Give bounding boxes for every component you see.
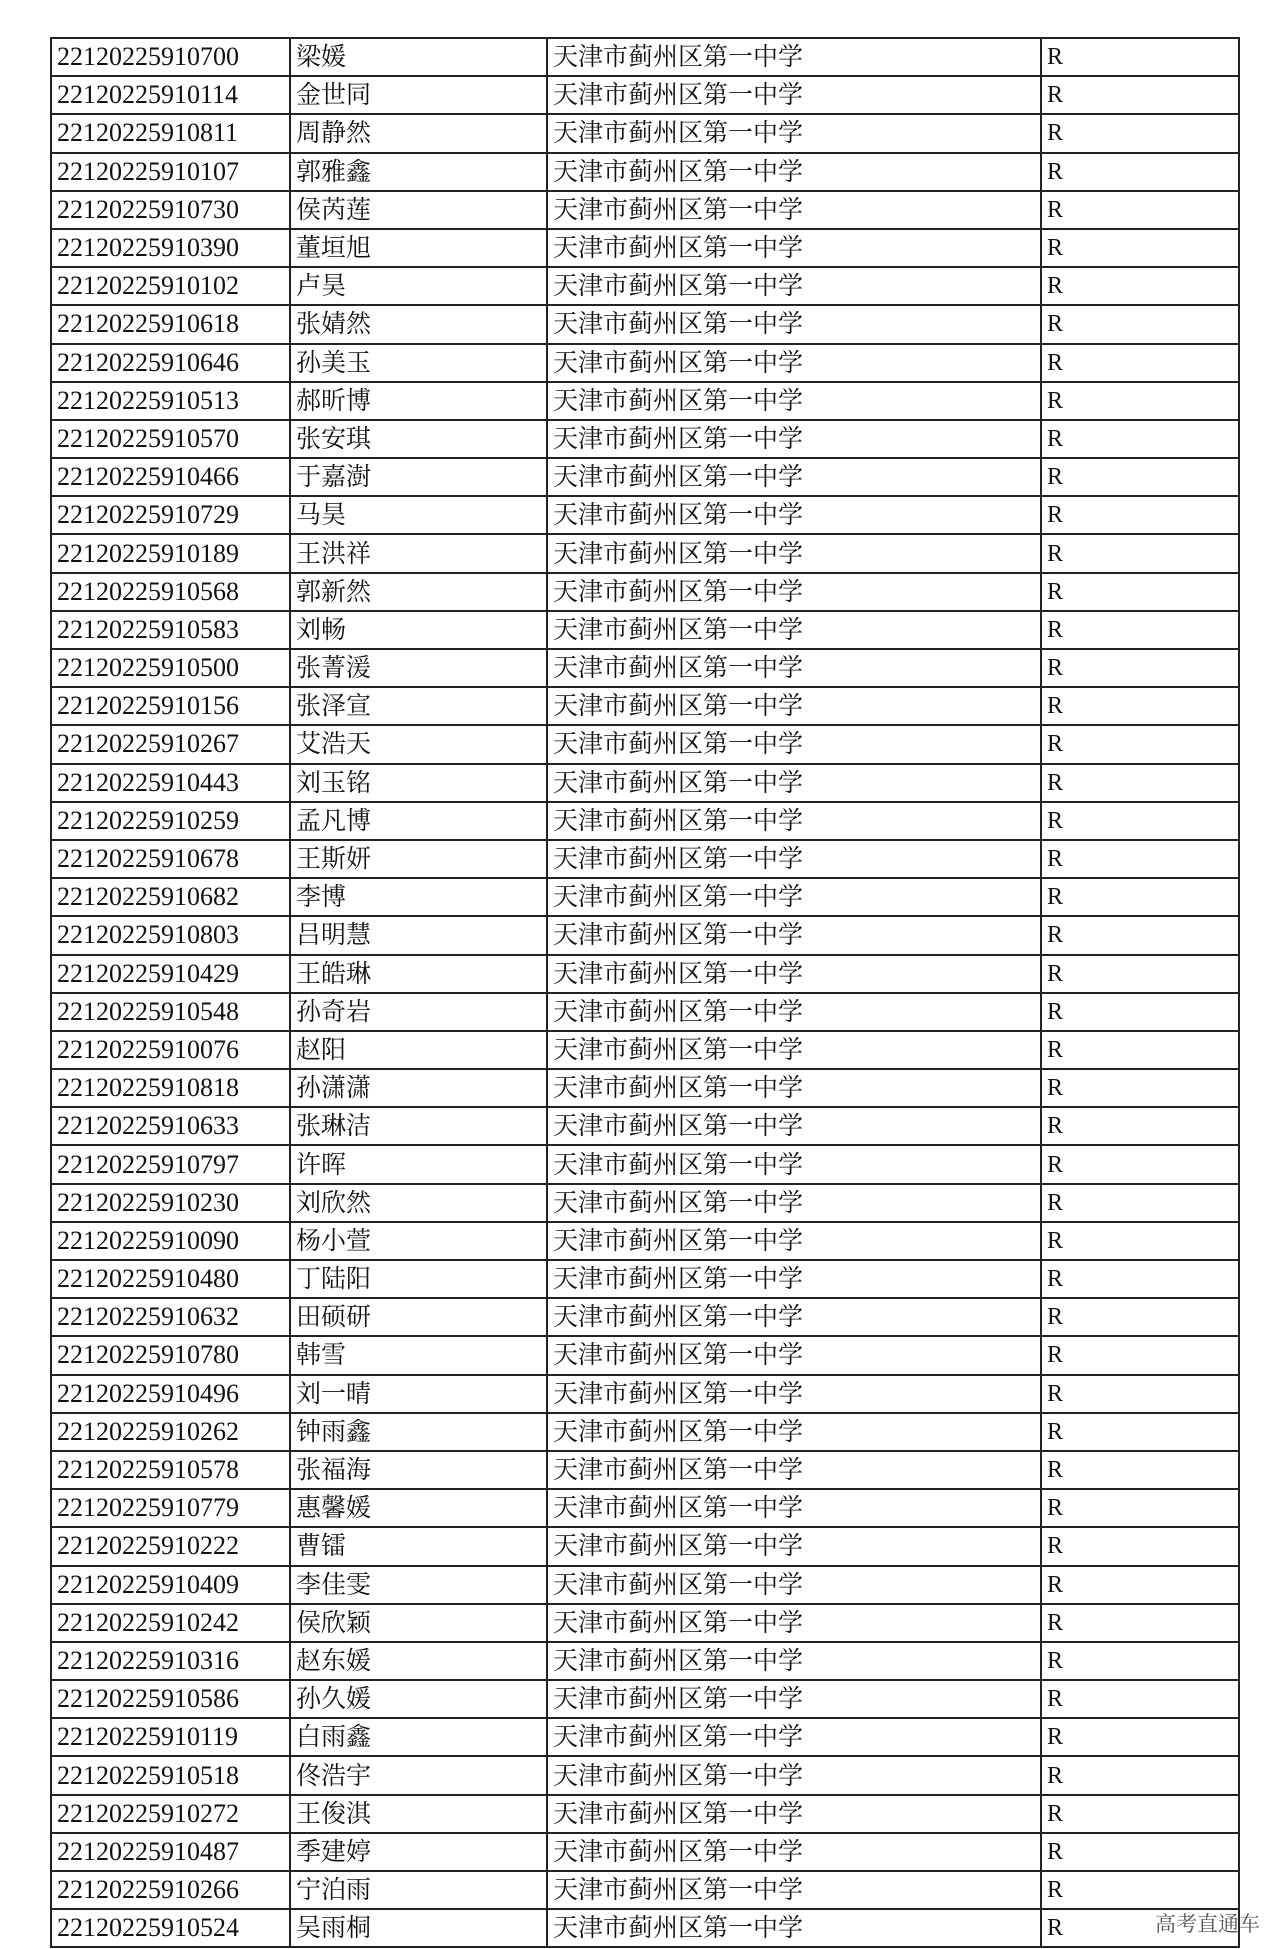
category-code-cell: R [1041, 1031, 1239, 1069]
category-code-cell: R [1041, 305, 1239, 343]
student-id-cell: 22120225910618 [51, 305, 290, 343]
student-id-cell: 22120225910818 [51, 1069, 290, 1107]
student-name-cell: 郭雅鑫 [290, 153, 547, 191]
student-id-cell: 22120225910390 [51, 229, 290, 267]
student-id-cell: 22120225910780 [51, 1336, 290, 1374]
watermark: 高考直通车 [1155, 1912, 1260, 1936]
category-code-cell: R [1041, 1375, 1239, 1413]
table-row [51, 1756, 1239, 1794]
student-name-cell: 王斯妍 [290, 840, 547, 878]
category-code-cell: R [1041, 802, 1239, 840]
school-cell: 天津市蓟州区第一中学 [547, 611, 1041, 649]
school-cell: 天津市蓟州区第一中学 [547, 382, 1041, 420]
student-name-cell: 金世同 [290, 76, 547, 114]
table-row [51, 76, 1239, 114]
table-row [51, 1413, 1239, 1451]
school-cell: 天津市蓟州区第一中学 [547, 344, 1041, 382]
category-code-cell: R [1041, 76, 1239, 114]
school-cell: 天津市蓟州区第一中学 [547, 1604, 1041, 1642]
category-code-cell: R [1041, 1260, 1239, 1298]
school-cell: 天津市蓟州区第一中学 [547, 1871, 1041, 1909]
school-cell: 天津市蓟州区第一中学 [547, 725, 1041, 763]
student-name-cell: 韩雪 [290, 1336, 547, 1374]
category-code-cell: R [1041, 1833, 1239, 1871]
table-row [51, 1718, 1239, 1756]
student-name-cell: 赵阳 [290, 1031, 547, 1069]
student-name-cell: 艾浩天 [290, 725, 547, 763]
student-id-cell: 22120225910646 [51, 344, 290, 382]
student-id-cell: 22120225910578 [51, 1451, 290, 1489]
table-row [51, 1298, 1239, 1336]
category-code-cell: R [1041, 993, 1239, 1031]
student-name-cell: 张菁湲 [290, 649, 547, 687]
school-cell: 天津市蓟州区第一中学 [547, 305, 1041, 343]
category-code-cell: R [1041, 1413, 1239, 1451]
student-id-cell: 22120225910568 [51, 573, 290, 611]
student-id-cell: 22120225910586 [51, 1680, 290, 1718]
student-name-cell: 佟浩宇 [290, 1756, 547, 1794]
student-name-cell: 周静然 [290, 114, 547, 152]
school-cell: 天津市蓟州区第一中学 [547, 993, 1041, 1031]
category-code-cell: R [1041, 1566, 1239, 1604]
table-row [51, 725, 1239, 763]
table-row [51, 1642, 1239, 1680]
student-id-cell: 22120225910114 [51, 76, 290, 114]
table-row [51, 611, 1239, 649]
category-code-cell: R [1041, 1451, 1239, 1489]
school-cell: 天津市蓟州区第一中学 [547, 1833, 1041, 1871]
school-cell: 天津市蓟州区第一中学 [547, 1260, 1041, 1298]
category-code-cell: R [1041, 496, 1239, 534]
student-name-cell: 张泽宣 [290, 687, 547, 725]
table-row [51, 420, 1239, 458]
student-name-cell: 曹镭 [290, 1527, 547, 1565]
student-id-cell: 22120225910678 [51, 840, 290, 878]
school-cell: 天津市蓟州区第一中学 [547, 687, 1041, 725]
school-cell: 天津市蓟州区第一中学 [547, 267, 1041, 305]
school-cell: 天津市蓟州区第一中学 [547, 1145, 1041, 1183]
student-id-cell: 22120225910119 [51, 1718, 290, 1756]
student-id-cell: 22120225910633 [51, 1107, 290, 1145]
category-code-cell: R [1041, 1604, 1239, 1642]
school-cell: 天津市蓟州区第一中学 [547, 649, 1041, 687]
table-row [51, 764, 1239, 802]
school-cell: 天津市蓟州区第一中学 [547, 1069, 1041, 1107]
category-code-cell: R [1041, 1069, 1239, 1107]
student-name-cell: 田硕研 [290, 1298, 547, 1336]
student-id-cell: 22120225910409 [51, 1566, 290, 1604]
student-name-cell: 孟凡博 [290, 802, 547, 840]
student-name-cell: 董垣旭 [290, 229, 547, 267]
school-cell: 天津市蓟州区第一中学 [547, 1184, 1041, 1222]
table-row [51, 382, 1239, 420]
student-name-cell: 侯芮莲 [290, 191, 547, 229]
student-name-cell: 李博 [290, 878, 547, 916]
school-cell: 天津市蓟州区第一中学 [547, 878, 1041, 916]
school-cell: 天津市蓟州区第一中学 [547, 802, 1041, 840]
student-id-cell: 22120225910480 [51, 1260, 290, 1298]
table-row [51, 458, 1239, 496]
school-cell: 天津市蓟州区第一中学 [547, 1909, 1041, 1947]
school-cell: 天津市蓟州区第一中学 [547, 916, 1041, 954]
table-row [51, 1833, 1239, 1871]
category-code-cell: R [1041, 1718, 1239, 1756]
student-name-cell: 郭新然 [290, 573, 547, 611]
student-id-cell: 22120225910583 [51, 611, 290, 649]
category-code-cell: R [1041, 916, 1239, 954]
category-code-cell: R [1041, 1642, 1239, 1680]
category-code-cell: R [1041, 1756, 1239, 1794]
student-name-cell: 于嘉澍 [290, 458, 547, 496]
table-row [51, 573, 1239, 611]
student-name-cell: 钟雨鑫 [290, 1413, 547, 1451]
table-row [51, 1260, 1239, 1298]
school-cell: 天津市蓟州区第一中学 [547, 534, 1041, 572]
student-id-cell: 22120225910524 [51, 1909, 290, 1947]
student-id-cell: 22120225910500 [51, 649, 290, 687]
student-id-cell: 22120225910242 [51, 1604, 290, 1642]
table-row [51, 993, 1239, 1031]
student-id-cell: 22120225910682 [51, 878, 290, 916]
table-row [51, 878, 1239, 916]
table-row [51, 1222, 1239, 1260]
category-code-cell: R [1041, 725, 1239, 763]
category-code-cell: R [1041, 267, 1239, 305]
table-row [51, 649, 1239, 687]
table-row [51, 1795, 1239, 1833]
student-id-cell: 22120225910076 [51, 1031, 290, 1069]
student-list-table [50, 37, 1240, 1948]
category-code-cell: R [1041, 649, 1239, 687]
student-id-cell: 22120225910259 [51, 802, 290, 840]
student-name-cell: 刘畅 [290, 611, 547, 649]
student-name-cell: 杨小萱 [290, 1222, 547, 1260]
table-row [51, 1336, 1239, 1374]
school-cell: 天津市蓟州区第一中学 [547, 955, 1041, 993]
student-name-cell: 刘欣然 [290, 1184, 547, 1222]
school-cell: 天津市蓟州区第一中学 [547, 1680, 1041, 1718]
student-id-cell: 22120225910730 [51, 191, 290, 229]
student-name-cell: 白雨鑫 [290, 1718, 547, 1756]
school-cell: 天津市蓟州区第一中学 [547, 1566, 1041, 1604]
category-code-cell: R [1041, 1909, 1239, 1947]
category-code-cell: R [1041, 191, 1239, 229]
school-cell: 天津市蓟州区第一中学 [547, 420, 1041, 458]
table-row [51, 1451, 1239, 1489]
table-row [51, 1184, 1239, 1222]
category-code-cell: R [1041, 955, 1239, 993]
category-code-cell: R [1041, 1795, 1239, 1833]
category-code-cell: R [1041, 1107, 1239, 1145]
student-name-cell: 张琳洁 [290, 1107, 547, 1145]
category-code-cell: R [1041, 764, 1239, 802]
student-id-cell: 22120225910466 [51, 458, 290, 496]
student-id-cell: 22120225910266 [51, 1871, 290, 1909]
student-id-cell: 22120225910779 [51, 1489, 290, 1527]
school-cell: 天津市蓟州区第一中学 [547, 1413, 1041, 1451]
school-cell: 天津市蓟州区第一中学 [547, 153, 1041, 191]
school-cell: 天津市蓟州区第一中学 [547, 229, 1041, 267]
table-row [51, 114, 1239, 152]
student-id-cell: 22120225910518 [51, 1756, 290, 1794]
school-cell: 天津市蓟州区第一中学 [547, 1451, 1041, 1489]
student-id-cell: 22120225910700 [51, 38, 290, 76]
table-row [51, 840, 1239, 878]
student-id-cell: 22120225910272 [51, 1795, 290, 1833]
school-cell: 天津市蓟州区第一中学 [547, 458, 1041, 496]
table-row [51, 1489, 1239, 1527]
student-name-cell: 李佳雯 [290, 1566, 547, 1604]
school-cell: 天津市蓟州区第一中学 [547, 573, 1041, 611]
school-cell: 天津市蓟州区第一中学 [547, 1375, 1041, 1413]
school-cell: 天津市蓟州区第一中学 [547, 114, 1041, 152]
table-row [51, 153, 1239, 191]
student-name-cell: 梁媛 [290, 38, 547, 76]
table-row [51, 1680, 1239, 1718]
school-cell: 天津市蓟州区第一中学 [547, 1222, 1041, 1260]
student-id-cell: 22120225910487 [51, 1833, 290, 1871]
student-id-cell: 22120225910570 [51, 420, 290, 458]
school-cell: 天津市蓟州区第一中学 [547, 1795, 1041, 1833]
category-code-cell: R [1041, 687, 1239, 725]
student-id-cell: 22120225910222 [51, 1527, 290, 1565]
category-code-cell: R [1041, 153, 1239, 191]
student-id-cell: 22120225910811 [51, 114, 290, 152]
table-row [51, 344, 1239, 382]
category-code-cell: R [1041, 382, 1239, 420]
student-name-cell: 丁陆阳 [290, 1260, 547, 1298]
student-list-body [51, 38, 1239, 1947]
school-cell: 天津市蓟州区第一中学 [547, 1336, 1041, 1374]
student-id-cell: 22120225910548 [51, 993, 290, 1031]
school-cell: 天津市蓟州区第一中学 [547, 764, 1041, 802]
category-code-cell: R [1041, 38, 1239, 76]
student-id-cell: 22120225910156 [51, 687, 290, 725]
table-row [51, 1909, 1239, 1947]
school-cell: 天津市蓟州区第一中学 [547, 1489, 1041, 1527]
student-id-cell: 22120225910262 [51, 1413, 290, 1451]
table-row [51, 955, 1239, 993]
school-cell: 天津市蓟州区第一中学 [547, 1298, 1041, 1336]
student-id-cell: 22120225910443 [51, 764, 290, 802]
student-name-cell: 刘一晴 [290, 1375, 547, 1413]
category-code-cell: R [1041, 1298, 1239, 1336]
student-name-cell: 吴雨桐 [290, 1909, 547, 1947]
table-row [51, 496, 1239, 534]
student-id-cell: 22120225910513 [51, 382, 290, 420]
category-code-cell: R [1041, 534, 1239, 572]
category-code-cell: R [1041, 1489, 1239, 1527]
category-code-cell: R [1041, 878, 1239, 916]
table-row [51, 1566, 1239, 1604]
table-row [51, 1069, 1239, 1107]
school-cell: 天津市蓟州区第一中学 [547, 1031, 1041, 1069]
category-code-cell: R [1041, 1336, 1239, 1374]
student-id-cell: 22120225910496 [51, 1375, 290, 1413]
student-name-cell: 卢昊 [290, 267, 547, 305]
table-row [51, 267, 1239, 305]
student-name-cell: 孙久媛 [290, 1680, 547, 1718]
category-code-cell: R [1041, 1145, 1239, 1183]
category-code-cell: R [1041, 611, 1239, 649]
table-row [51, 534, 1239, 572]
table-row [51, 1031, 1239, 1069]
student-name-cell: 侯欣颖 [290, 1604, 547, 1642]
school-cell: 天津市蓟州区第一中学 [547, 38, 1041, 76]
student-id-cell: 22120225910729 [51, 496, 290, 534]
student-name-cell: 张福海 [290, 1451, 547, 1489]
category-code-cell: R [1041, 114, 1239, 152]
table-row [51, 191, 1239, 229]
school-cell: 天津市蓟州区第一中学 [547, 1718, 1041, 1756]
student-id-cell: 22120225910189 [51, 534, 290, 572]
school-cell: 天津市蓟州区第一中学 [547, 496, 1041, 534]
student-id-cell: 22120225910267 [51, 725, 290, 763]
category-code-cell: R [1041, 1680, 1239, 1718]
table-row [51, 802, 1239, 840]
school-cell: 天津市蓟州区第一中学 [547, 1642, 1041, 1680]
table-row [51, 1604, 1239, 1642]
school-cell: 天津市蓟州区第一中学 [547, 1527, 1041, 1565]
student-id-cell: 22120225910230 [51, 1184, 290, 1222]
category-code-cell: R [1041, 1527, 1239, 1565]
student-name-cell: 许晖 [290, 1145, 547, 1183]
table-row [51, 229, 1239, 267]
student-name-cell: 宁泊雨 [290, 1871, 547, 1909]
student-id-cell: 22120225910797 [51, 1145, 290, 1183]
category-code-cell: R [1041, 1222, 1239, 1260]
table-row [51, 1375, 1239, 1413]
school-cell: 天津市蓟州区第一中学 [547, 1756, 1041, 1794]
table-row [51, 38, 1239, 76]
student-name-cell: 吕明慧 [290, 916, 547, 954]
student-id-cell: 22120225910429 [51, 955, 290, 993]
student-name-cell: 赵东媛 [290, 1642, 547, 1680]
student-id-cell: 22120225910107 [51, 153, 290, 191]
student-name-cell: 王皓琳 [290, 955, 547, 993]
category-code-cell: R [1041, 344, 1239, 382]
student-name-cell: 孙潇潇 [290, 1069, 547, 1107]
category-code-cell: R [1041, 1871, 1239, 1909]
category-code-cell: R [1041, 840, 1239, 878]
table-row [51, 1871, 1239, 1909]
table-row [51, 1527, 1239, 1565]
table-row [51, 916, 1239, 954]
student-name-cell: 惠馨媛 [290, 1489, 547, 1527]
student-id-cell: 22120225910090 [51, 1222, 290, 1260]
category-code-cell: R [1041, 458, 1239, 496]
student-name-cell: 张婧然 [290, 305, 547, 343]
student-name-cell: 马昊 [290, 496, 547, 534]
table-row [51, 305, 1239, 343]
student-name-cell: 季建婷 [290, 1833, 547, 1871]
student-name-cell: 郝昕博 [290, 382, 547, 420]
school-cell: 天津市蓟州区第一中学 [547, 840, 1041, 878]
student-name-cell: 王俊淇 [290, 1795, 547, 1833]
table-row [51, 687, 1239, 725]
category-code-cell: R [1041, 1184, 1239, 1222]
student-id-cell: 22120225910316 [51, 1642, 290, 1680]
student-name-cell: 孙奇岩 [290, 993, 547, 1031]
student-name-cell: 孙美玉 [290, 344, 547, 382]
table-row [51, 1107, 1239, 1145]
table-row [51, 1145, 1239, 1183]
student-id-cell: 22120225910632 [51, 1298, 290, 1336]
school-cell: 天津市蓟州区第一中学 [547, 1107, 1041, 1145]
school-cell: 天津市蓟州区第一中学 [547, 191, 1041, 229]
category-code-cell: R [1041, 229, 1239, 267]
category-code-cell: R [1041, 573, 1239, 611]
student-name-cell: 王洪祥 [290, 534, 547, 572]
category-code-cell: R [1041, 420, 1239, 458]
student-id-cell: 22120225910803 [51, 916, 290, 954]
school-cell: 天津市蓟州区第一中学 [547, 76, 1041, 114]
student-name-cell: 刘玉铭 [290, 764, 547, 802]
student-id-cell: 22120225910102 [51, 267, 290, 305]
student-name-cell: 张安琪 [290, 420, 547, 458]
